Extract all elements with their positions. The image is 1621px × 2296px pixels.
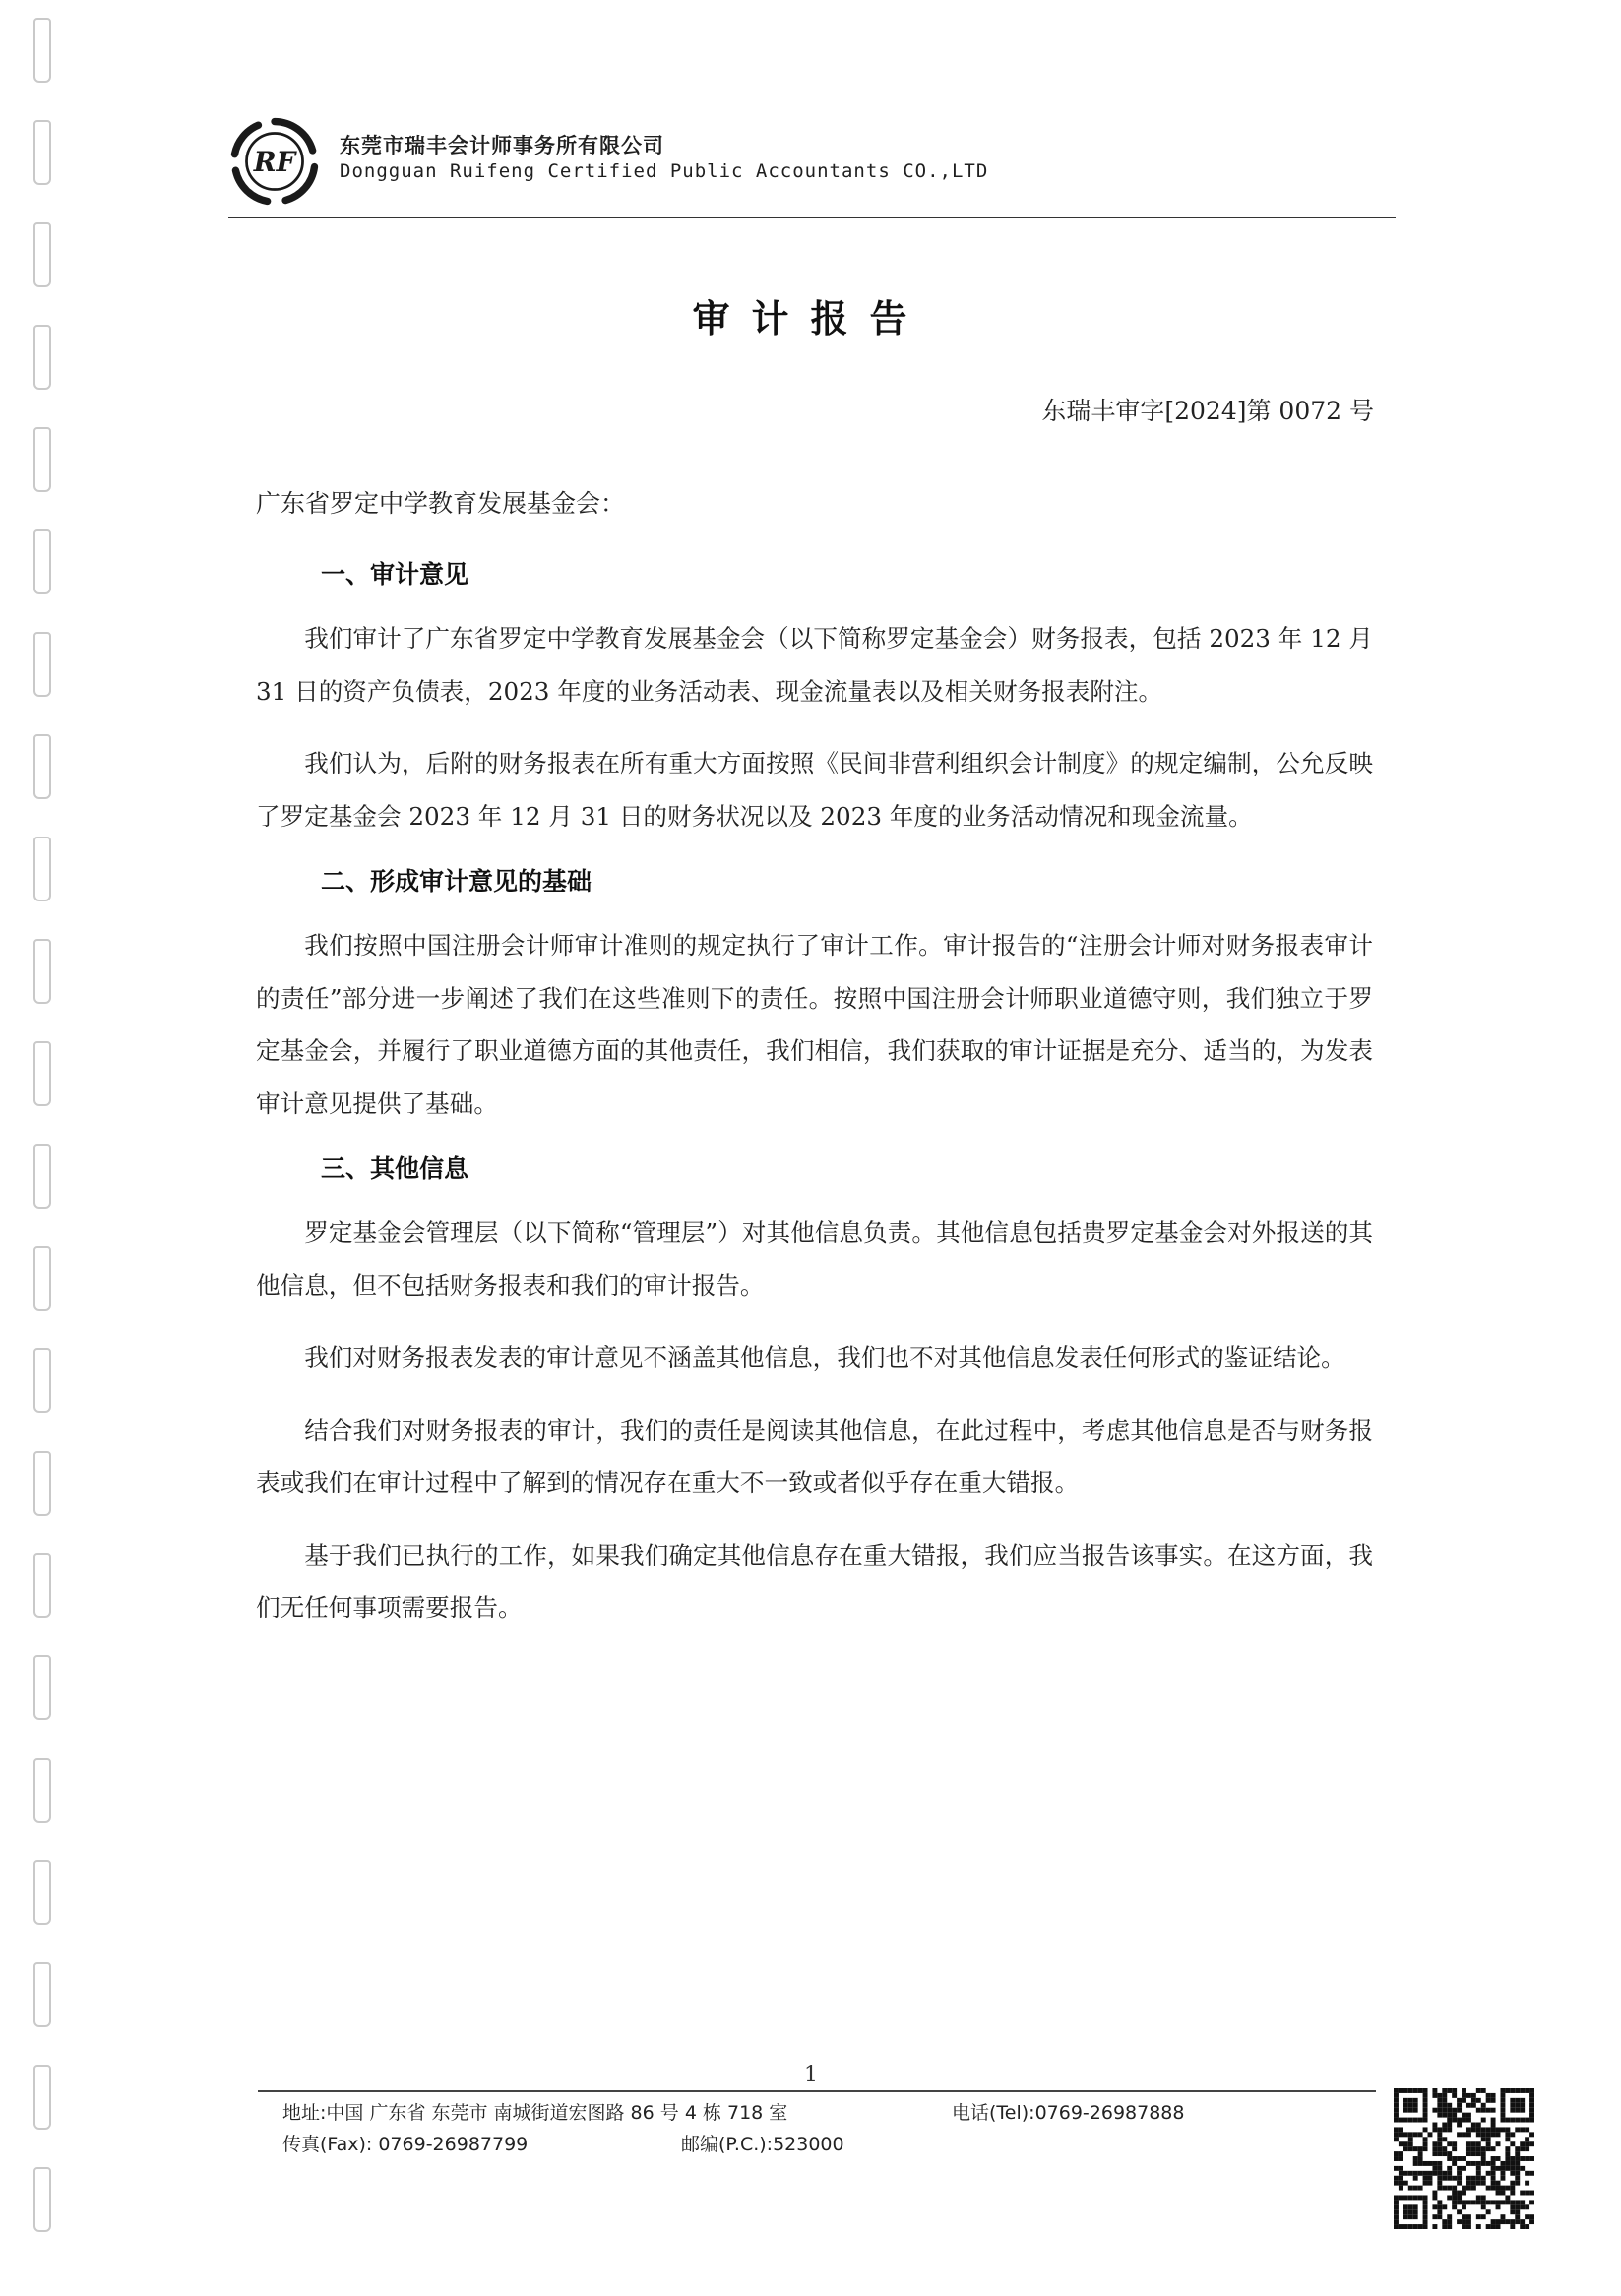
section-heading: 三、其他信息	[321, 1154, 469, 1183]
firm-name-en: Dongguan Ruifeng Certified Public Accountants CO.,LTD	[340, 160, 989, 182]
report-body	[256, 541, 1373, 1654]
section-other-information	[256, 1149, 1373, 1635]
footer-divider	[258, 2090, 1376, 2092]
section-heading: 二、形成审计意见的基础	[321, 867, 592, 896]
binding-mark	[33, 1860, 51, 1925]
footer-tel: 电话(Tel):0769-26987888	[952, 2102, 1185, 2124]
firm-logo-icon	[229, 116, 320, 207]
binding-mark	[33, 1655, 51, 1720]
binding-mark	[33, 2167, 51, 2232]
addressee: 广东省罗定中学教育发展基金会：	[256, 489, 626, 518]
svg-text:RF: RF	[253, 146, 296, 179]
footer-fax: 传真(Fax): 0769-26987799	[282, 2134, 529, 2155]
report-title: 审计报告	[692, 297, 929, 341]
document-number: 东瑞丰审字[2024]第 0072 号	[1041, 397, 1374, 425]
binding-mark	[33, 1758, 51, 1823]
footer-postcode: 邮编(P.C.):523000	[681, 2134, 844, 2155]
binding-mark	[33, 1246, 51, 1311]
binding-mark	[33, 1041, 51, 1106]
binding-mark	[33, 1553, 51, 1618]
paragraph: 我们对财务报表发表的审计意见不涵盖其他信息，我们也不对其他信息发表任何形式的鉴证结论。	[304, 1343, 1345, 1372]
section-audit-opinion	[256, 555, 1373, 842]
paragraph: 罗定基金会管理层（以下简称“管理层”）对其他信息负责。其他信息包括贵罗定基金会对外报送的其他信息，但不包括财务报表和我们的审计报告。	[256, 1218, 1373, 1300]
binding-mark	[33, 18, 51, 83]
header-divider	[228, 217, 1396, 218]
binding-mark	[33, 1451, 51, 1516]
paragraph: 我们审计了广东省罗定中学教育发展基金会（以下简称罗定基金会）财务报表，包括 2023 年 12 月 31 日的资产负债表，2023 年度的业务活动表、现金流量表以及相关财务报表附注。	[256, 624, 1373, 706]
binding-marks	[33, 18, 63, 2281]
paragraph: 基于我们已执行的工作，如果我们确定其他信息存在重大错报，我们应当报告该事实。在这方面，我们无任何事项需要报告。	[256, 1540, 1373, 1622]
qr-code-icon	[1394, 2088, 1534, 2229]
section-heading: 一、审计意见	[321, 560, 469, 589]
binding-mark	[33, 427, 51, 492]
binding-mark	[33, 1962, 51, 2027]
paragraph: 我们按照中国注册会计师审计准则的规定执行了审计工作。审计报告的“注册会计师对财务报表审计的责任”部分进一步阐述了我们在这些准则下的责任。按照中国注册会计师职业道德守则，我们独立于罗定基金会，并履行了职业道德方面的其他责任，我们相信，我们获取的审计证据是充分、适当的，为发表审计意见提供了基础。	[256, 931, 1373, 1118]
binding-mark	[33, 120, 51, 185]
binding-mark	[33, 1144, 51, 1209]
binding-mark	[33, 632, 51, 697]
binding-mark	[33, 2065, 51, 2130]
section-basis-for-opinion	[256, 862, 1373, 1130]
footer-contact	[282, 2098, 1365, 2161]
paragraph: 我们认为，后附的财务报表在所有重大方面按照《民间非营利组织会计制度》的规定编制，公允反映了罗定基金会 2023 年 12 月 31 日的财务状况以及 2023 年度的业务活动情况和现金流量。	[256, 749, 1373, 831]
binding-mark	[33, 529, 51, 594]
paragraph: 结合我们对财务报表的审计，我们的责任是阅读其他信息，在此过程中，考虑其他信息是否与财务报表或我们在审计过程中了解到的情况存在重大不一致或者似乎存在重大错报。	[256, 1415, 1373, 1497]
binding-mark	[33, 222, 51, 287]
firm-name-cn: 东莞市瑞丰会计师事务所有限公司	[340, 134, 664, 157]
binding-mark	[33, 1348, 51, 1413]
binding-mark	[33, 837, 51, 901]
footer-address: 地址:中国 广东省 东莞市 南城街道宏图路 86 号 4 栋 718 室	[282, 2102, 788, 2124]
page-number: 1	[804, 2063, 818, 2087]
binding-mark	[33, 939, 51, 1004]
binding-mark	[33, 734, 51, 799]
